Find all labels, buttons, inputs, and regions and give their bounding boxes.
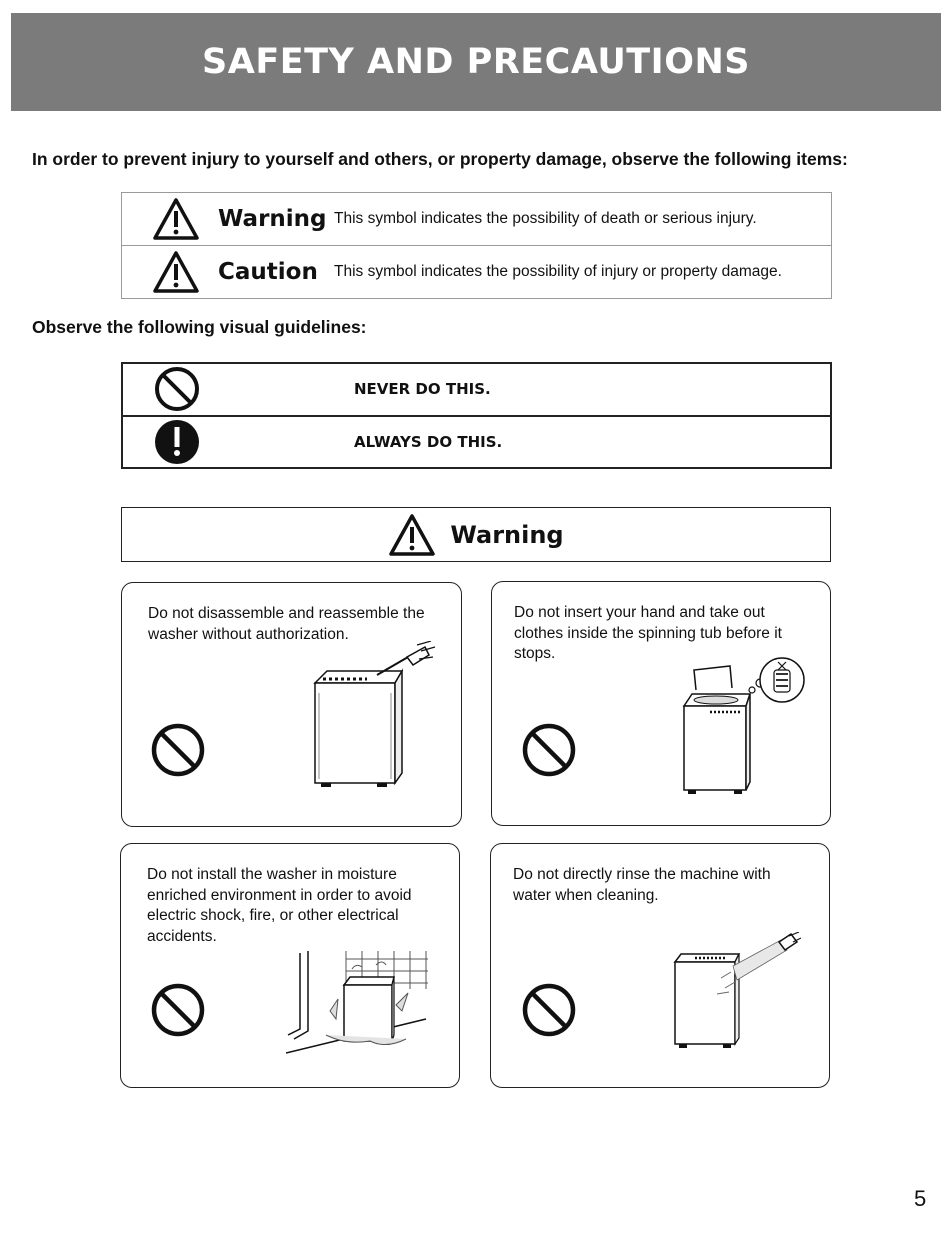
mandatory-icon [153, 418, 201, 466]
legend-description: This symbol indicates the possibility of death or serious injury. [334, 210, 757, 227]
washer-open-lid-illustration [680, 656, 810, 796]
card-text: Do not disassemble and reassemble the washer without authorization. [148, 605, 425, 643]
guideline-label: ALWAYS DO THIS. [354, 432, 503, 451]
guidelines-heading: Observe the following visual guidelines: [32, 317, 367, 337]
warning-card-disassemble [121, 582, 462, 827]
warning-card-spinning-tub [491, 581, 831, 826]
guideline-label: NEVER DO THIS. [354, 380, 491, 399]
prohibited-icon [521, 982, 577, 1038]
intro-text: In order to prevent injury to yourself and others, or property damage, observe the following items: [32, 149, 848, 169]
card-text: Do not directly rinse the machine with water when cleaning. [513, 866, 771, 904]
warning-triangle-icon [152, 197, 200, 241]
visual-guidelines-table [121, 362, 832, 469]
guideline-row-never [123, 364, 830, 414]
symbol-legend-table [121, 192, 832, 299]
guideline-row-always [123, 417, 830, 467]
legend-row-caution [122, 246, 831, 298]
prohibited-icon [150, 982, 206, 1038]
prohibited-icon [150, 722, 206, 778]
page-title: SAFETY AND PRECAUTIONS [202, 42, 750, 82]
warning-banner [121, 507, 831, 562]
card-text: Do not insert your hand and take out clothes inside the spinning tub before it stops. [514, 604, 782, 662]
washer-sprayed-illustration [671, 932, 801, 1052]
warning-banner-label: Warning [450, 520, 564, 549]
legend-row-warning [122, 193, 831, 245]
warning-card-moisture [120, 843, 460, 1088]
card-text: Do not install the washer in moisture enriched environment in order to avoid electric shock, fire, or other electrical accidents. [147, 866, 412, 945]
warning-triangle-icon [388, 513, 436, 557]
washer-wet-room-illustration [286, 949, 436, 1059]
warning-card-rinse [490, 843, 830, 1088]
prohibited-icon [521, 722, 577, 778]
prohibited-icon [153, 365, 201, 413]
warning-triangle-icon [152, 250, 200, 294]
legend-label: Warning [218, 206, 327, 232]
washer-screwdriver-illustration [307, 641, 437, 791]
header-bar [11, 13, 941, 111]
legend-description: This symbol indicates the possibility of injury or property damage. [334, 263, 782, 280]
legend-label: Caution [218, 259, 318, 285]
page-number: 5 [914, 1186, 927, 1211]
